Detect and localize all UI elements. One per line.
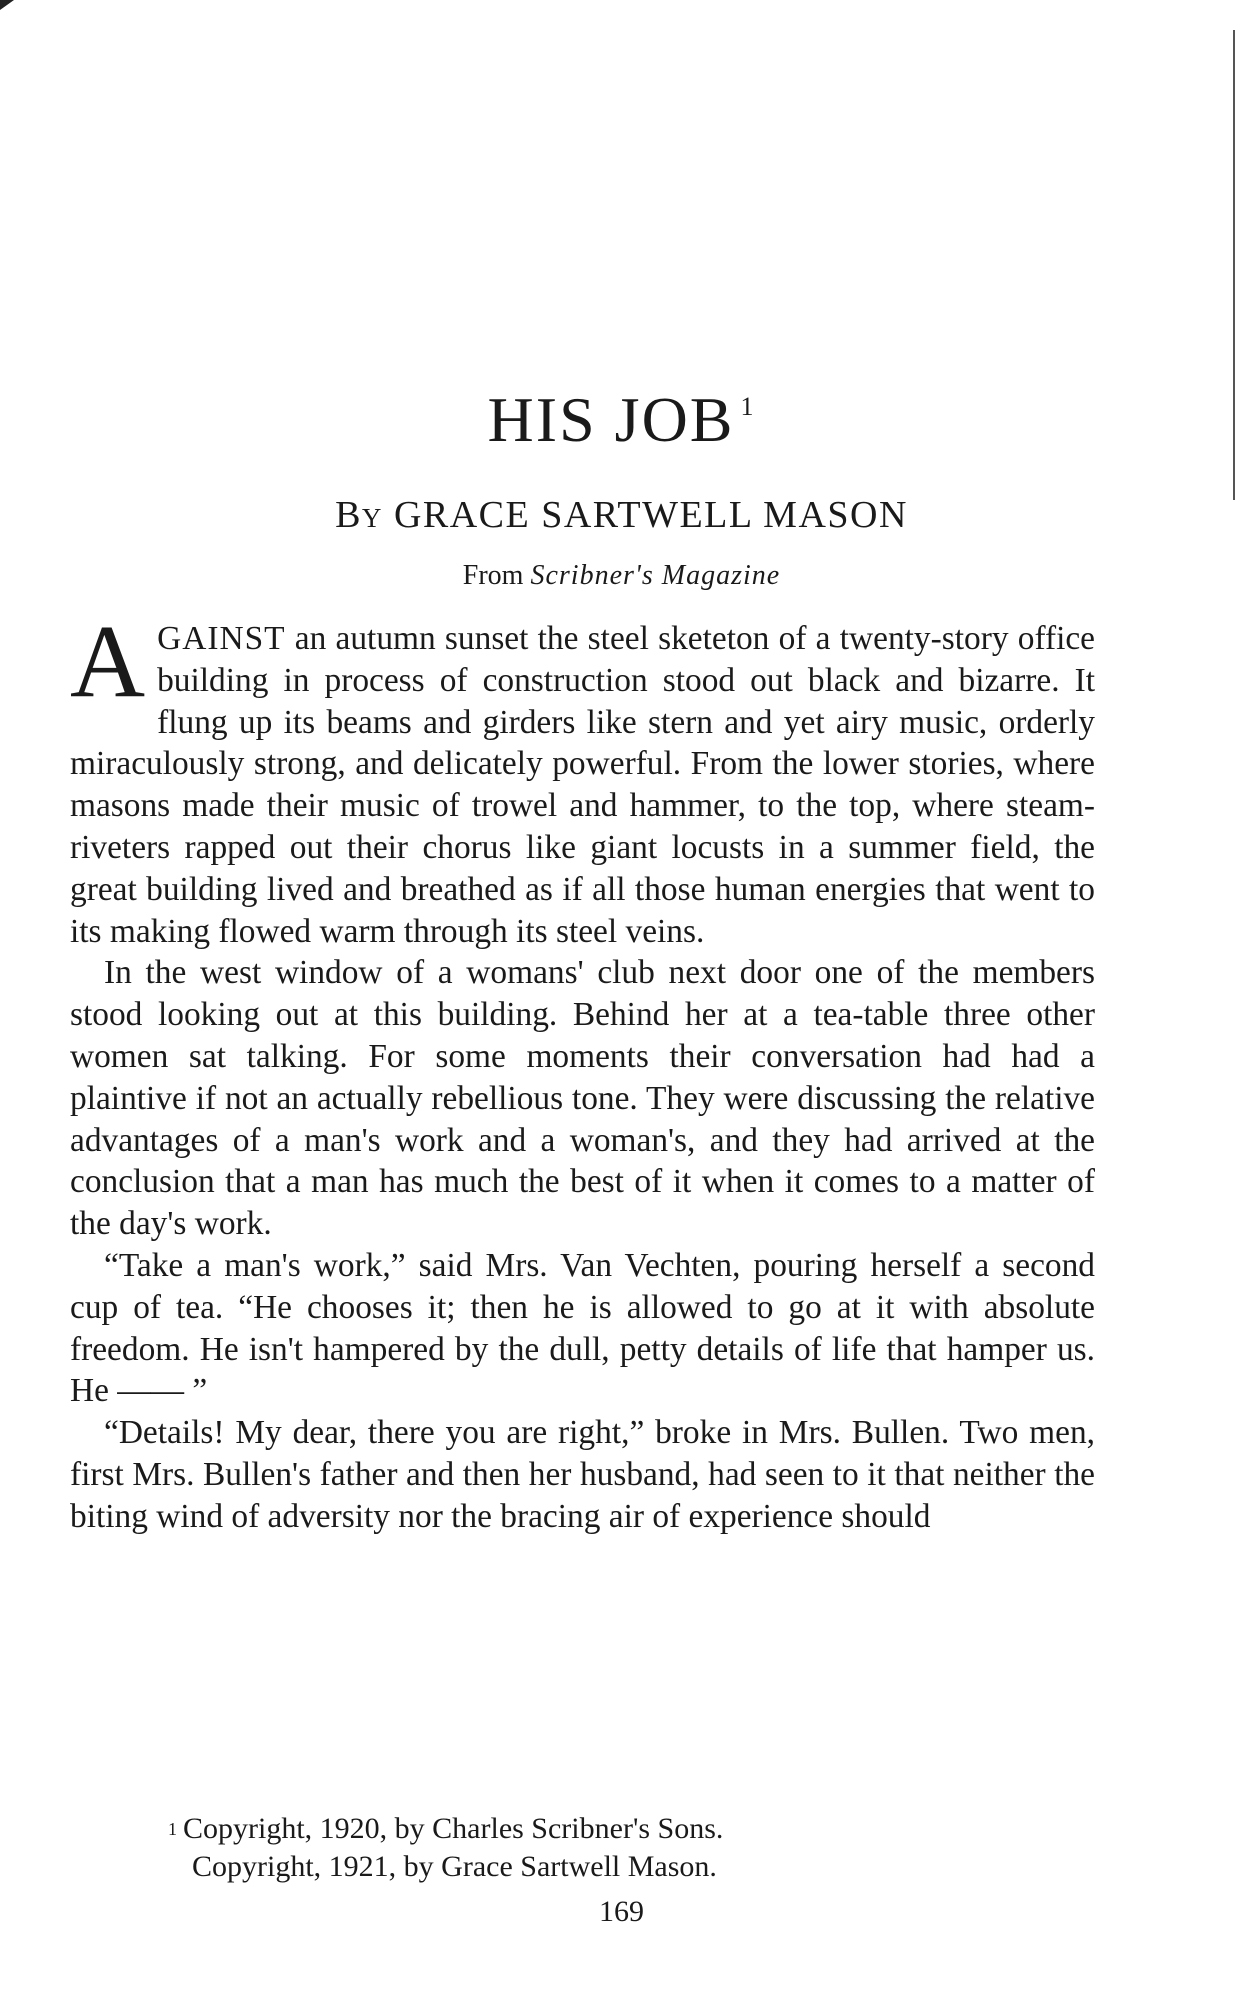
source-line (0, 560, 1243, 592)
source-prefix: From (462, 560, 524, 591)
title-footnote-marker: 1 (740, 392, 756, 421)
footnote-line-1 (168, 1810, 1243, 1848)
paragraph-1 (70, 604, 1095, 952)
story-title (0, 384, 1243, 455)
author-name: GRACE SARTWELL MASON (393, 494, 908, 536)
paragraph-1-text: an autumn sunset the steel sketeton of a twenty-story office building in process of construction stood out black and bizarre. It flung up its beams and girders like stern and yet airy music, orderly miraculously strong, and delicately powerful. From the lower stories, where masons made their music of trowel and hammer, to the top, where steam-riveters rapped out their chorus like giant locusts in a summer field, the great building lived and breathed as if all those human energies that went to its making flowed warm through its steel veins. (70, 620, 1095, 950)
footnotes (0, 1810, 1243, 1886)
source-publication: Scribner's Magazine (530, 560, 781, 591)
scan-corner-mark (0, 0, 14, 10)
page-number: 169 (599, 1895, 644, 1928)
drop-cap: A (70, 604, 146, 719)
paragraph-4: “Details! My dear, there you are right,” broke in Mrs. Bullen. Two men, first Mrs. Bullen's father and then her husband, had seen to it that neither the biting wind of adversity nor the bracing air of experience should (70, 1414, 1095, 1535)
story-body (70, 604, 1095, 1538)
paragraph-3: “Take a man's work,” said Mrs. Van Vechten, pouring herself a second cup of tea. “He chooses it; then he is allowed to go at it with absolute freedom. He isn't hampered by the dull, petty details of life that hamper us. He —— ” (70, 1246, 1095, 1410)
footnote-line-1-text: Copyright, 1920, by Charles Scribner's Sons. (183, 1812, 724, 1845)
paragraph-2: In the west window of a womans' club next door one of the members stood looking out at this building. Behind her at a tea-table three other women sat talking. For some moments their conversation had had a plaintive if not an actually rebellious tone. They were discussing the relative advantages of a man's work and a woman's, and they had arrived at the conclusion that a man has much the best of it when it comes to a matter of the day's work. (70, 954, 1095, 1243)
story-title-text: HIS JOB (487, 384, 735, 455)
byline (0, 493, 1243, 537)
byline-prefix: By (335, 494, 383, 536)
footnote-line-2: Copyright, 1921, by Grace Sartwell Mason. (192, 1850, 717, 1883)
first-word-rest: GAINST (157, 620, 286, 657)
footnote-marker: 1 (168, 1819, 177, 1839)
